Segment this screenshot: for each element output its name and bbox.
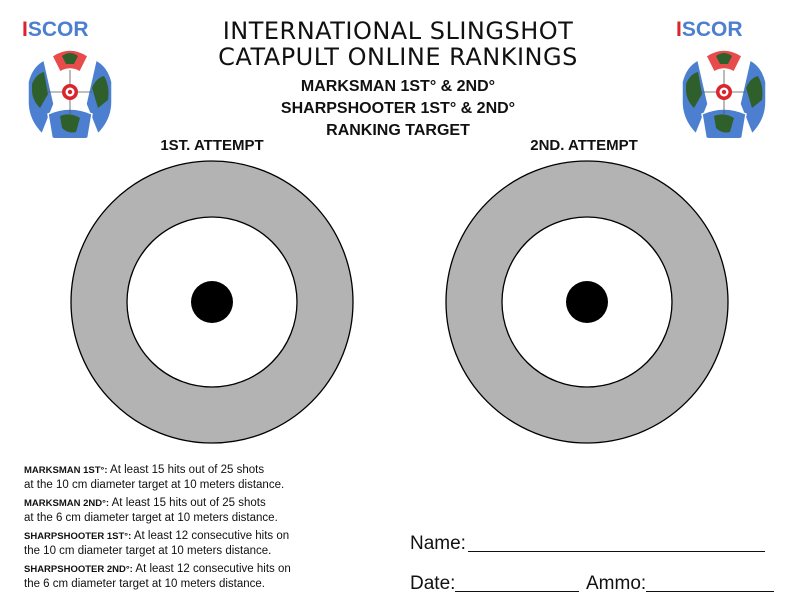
rule-sharpshooter-2nd: SHARPSHOOTER 2ND°: At least 12 consecutive hits on the 6 cm diameter target at 10 meters distance. — [24, 563, 291, 590]
name-label: Name: — [410, 533, 466, 554]
globe-crosshair-icon — [22, 42, 118, 138]
target-attempt-2[interactable] — [445, 160, 729, 444]
attempt-2-label: 2ND. ATTEMPT — [530, 137, 638, 154]
rule-marksman-2nd: MARKSMAN 2ND°: At least 15 hits out of 25 shots at the 6 cm diameter target at 10 meters distance. — [24, 497, 278, 524]
target-bullseye — [191, 281, 233, 323]
title-line-2: CATAPULT ONLINE RANKINGS — [218, 43, 578, 71]
ammo-label: Ammo: — [586, 573, 647, 594]
rule-marksman-1st: MARKSMAN 1ST°: At least 15 hits out of 25 shots at the 10 cm diameter target at 10 meters distance. — [24, 464, 285, 491]
name-field[interactable] — [410, 533, 765, 555]
iscor-logo-left — [22, 20, 122, 138]
target-attempt-1[interactable] — [70, 160, 354, 444]
title-line-1: INTERNATIONAL SLINGSHOT — [222, 17, 574, 45]
name-fill-line[interactable] — [468, 550, 765, 552]
date-fill-line[interactable] — [455, 590, 579, 592]
ammo-fill-line[interactable] — [646, 590, 774, 592]
date-label: Date: — [410, 573, 456, 594]
logo-wordmark: ISCOR — [22, 18, 89, 41]
attempt-1-label: 1ST. ATTEMPT — [160, 137, 264, 154]
subtitle-line-3: RANKING TARGET — [326, 122, 470, 139]
page-subtitle — [150, 76, 646, 142]
target-bullseye — [566, 281, 608, 323]
rule-sharpshooter-1st: SHARPSHOOTER 1ST°: At least 12 consecutive hits on the 10 cm diameter target at 10 meters distance. — [24, 530, 290, 557]
logo-wordmark: ISCOR — [676, 18, 743, 41]
subtitle-line-2: SHARPSHOOTER 1ST° & 2ND° — [280, 100, 516, 117]
ranking-rules — [24, 463, 364, 595]
iscor-logo-right — [676, 20, 776, 138]
subtitle-line-1: MARKSMAN 1ST° & 2ND° — [300, 78, 496, 95]
date-field[interactable] — [410, 573, 579, 595]
globe-crosshair-icon — [676, 42, 772, 138]
page-title — [150, 18, 646, 70]
ammo-field[interactable] — [586, 573, 774, 595]
